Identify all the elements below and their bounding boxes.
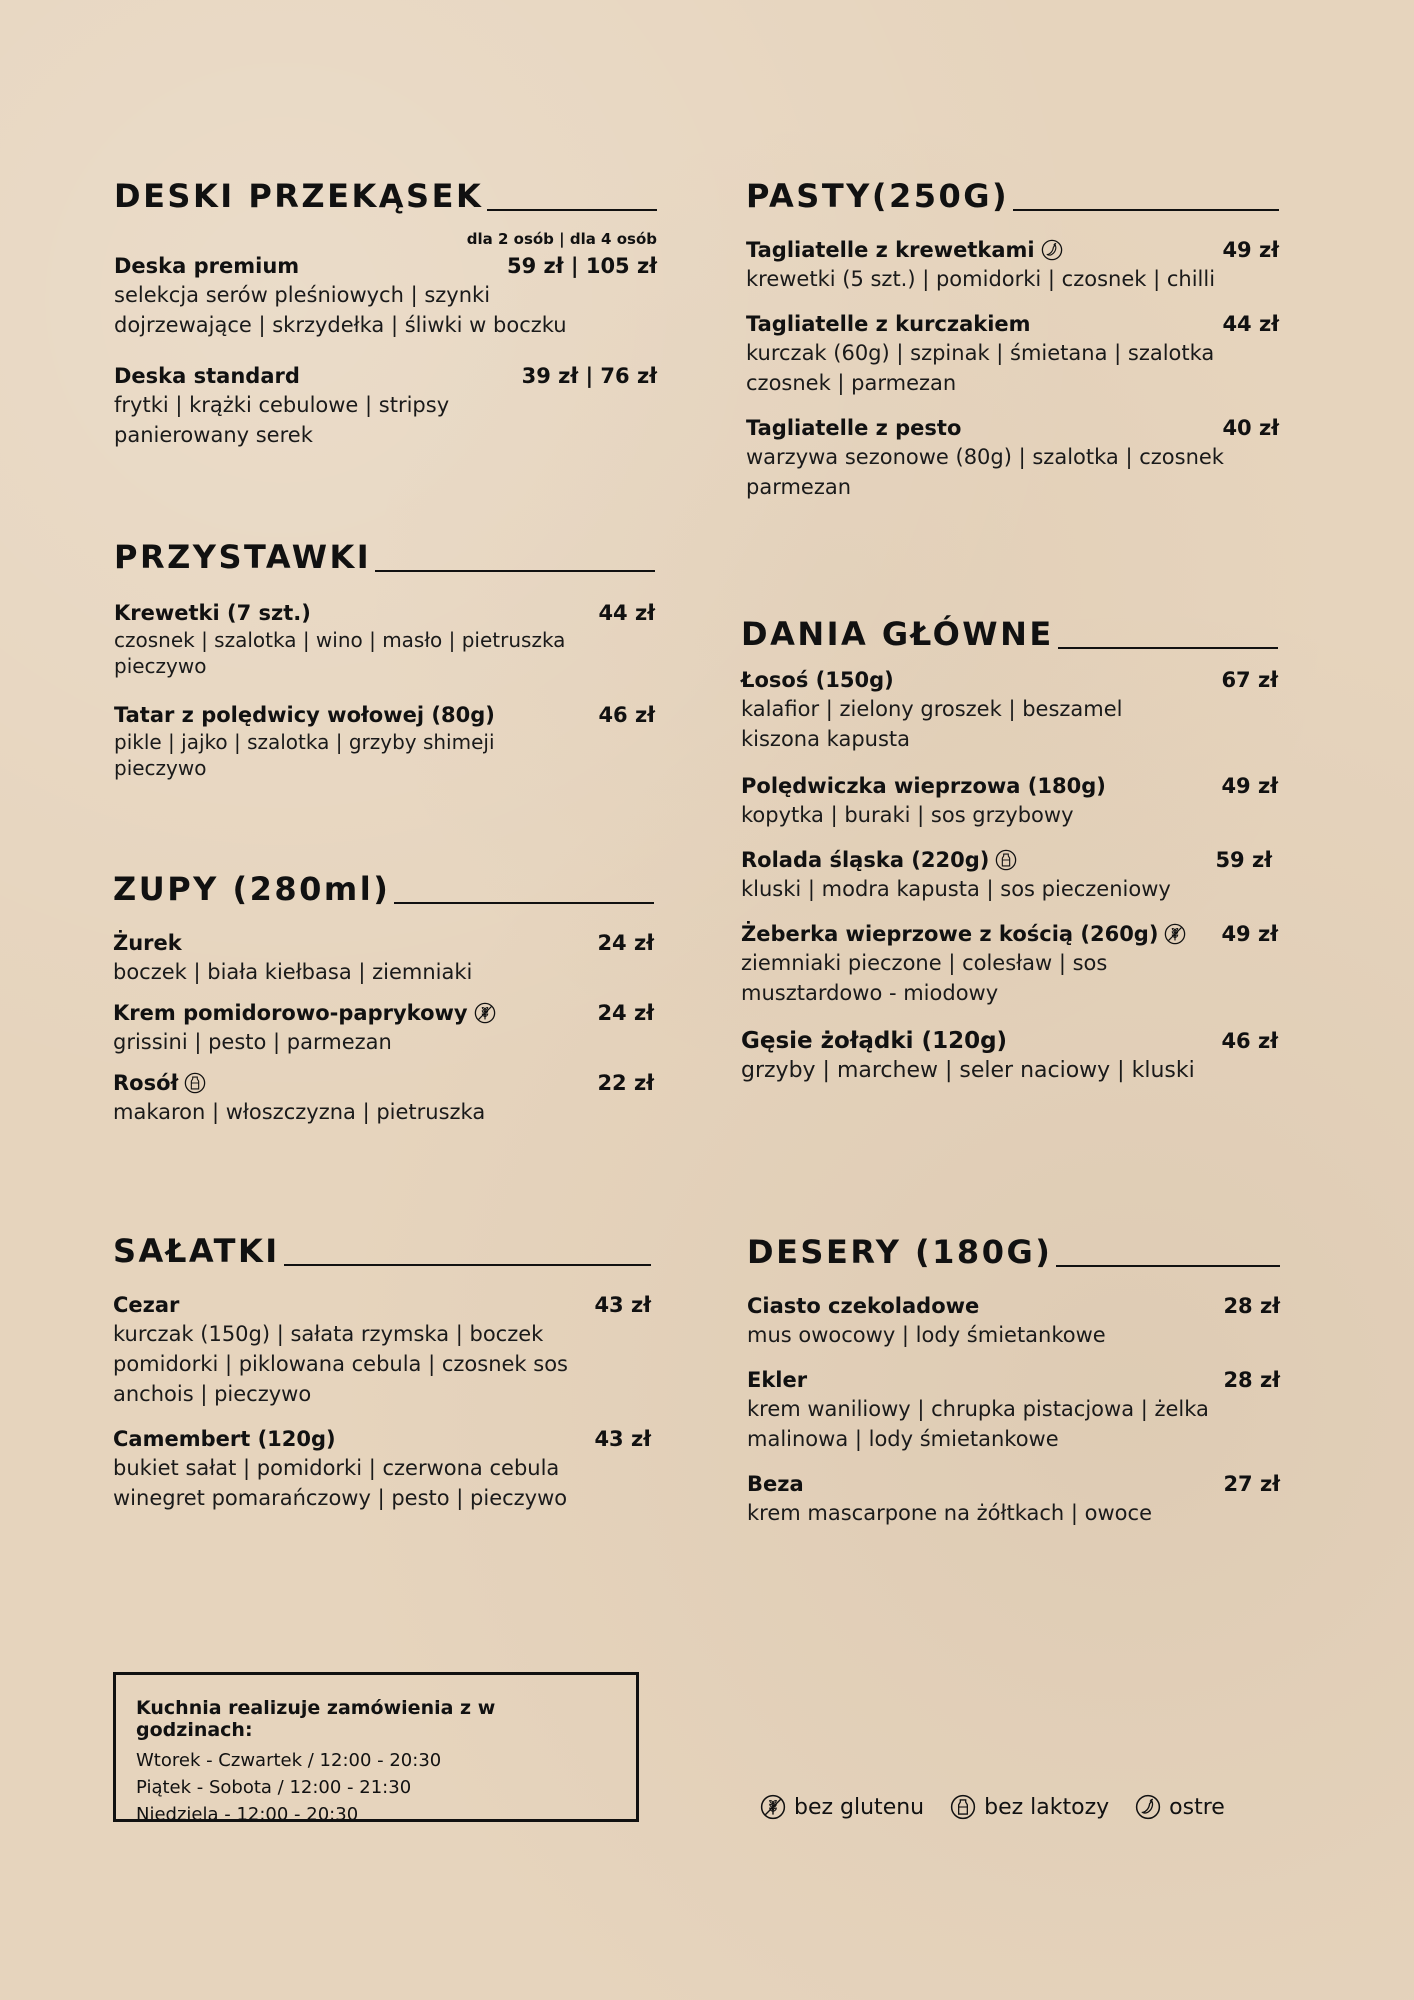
chili-icon — [1041, 239, 1063, 261]
menu-item — [114, 254, 657, 340]
menu-item — [113, 1293, 651, 1409]
item-price: 28 zł — [1223, 1368, 1280, 1392]
item-name: Polędwiczka wieprzowa (180g) — [741, 774, 1106, 798]
item-description: frytki | krążki cebulowe | stripsy panierowany serek — [114, 393, 450, 447]
kitchen-hours-line: Niedziela - 12:00 - 20:30 — [136, 1804, 359, 1825]
item-price: 59 zł — [1215, 848, 1272, 872]
section-desery — [747, 1233, 1280, 1528]
item-price: 43 zł — [594, 1427, 651, 1451]
section-zupy — [113, 870, 654, 1127]
item-name: Camembert (120g) — [113, 1427, 336, 1451]
item-name: Rolada śląska (220g) — [741, 848, 1017, 872]
menu-item — [113, 1427, 651, 1513]
item-description: kluski | modra kapusta | sos pieczeniowy — [741, 877, 1171, 901]
item-price: 39 zł | 76 zł — [521, 364, 657, 388]
item-description: czosnek | szalotka | wino | masło | pietruszka pieczywo — [114, 628, 566, 678]
legend-label: ostre — [1169, 1794, 1225, 1820]
legend-item-spicy — [1135, 1794, 1225, 1820]
kitchen-hours-box — [113, 1672, 639, 1825]
item-name: Żurek — [113, 931, 182, 955]
item-price: 44 zł — [1222, 312, 1279, 336]
item-price: 49 zł — [1221, 774, 1278, 798]
item-price: 27 zł — [1223, 1472, 1280, 1496]
item-price: 28 zł — [1223, 1294, 1280, 1318]
item-description: grissini | pesto | parmezan — [113, 1030, 392, 1054]
section-title: DANIA GŁÓWNE — [741, 618, 1278, 650]
legend-item-lactose — [950, 1794, 1109, 1820]
item-description: kalafior | zielony groszek | beszamel kiszona kapusta — [741, 697, 1123, 751]
item-name: Cezar — [113, 1293, 180, 1317]
section-pasty — [746, 177, 1279, 502]
item-description: kurczak (150g) | sałata rzymska | boczek pomidorki | piklowana cebula | czosnek sos anchois | pieczywo — [113, 1322, 568, 1406]
item-name: Krem pomidorowo-paprykowy — [113, 1001, 496, 1025]
section-title: PRZYSTAWKI — [114, 541, 655, 573]
lactose-free-icon — [995, 849, 1017, 871]
section-przystawki — [114, 538, 655, 781]
item-description: makaron | włoszczyzna | pietruszka — [113, 1100, 486, 1124]
item-price: 40 zł — [1222, 416, 1279, 440]
allergen-legend — [760, 1794, 1225, 1820]
item-name: Tagliatelle z pesto — [746, 416, 962, 440]
item-name: Ekler — [747, 1368, 808, 1392]
item-price: 44 zł — [598, 601, 655, 625]
menu-item — [114, 601, 655, 679]
item-description: pikle | jajko | szalotka | grzyby shimeji pieczywo — [114, 730, 495, 780]
item-price: 59 zł | 105 zł — [506, 254, 657, 278]
item-price: 22 zł — [597, 1071, 654, 1095]
gluten-free-icon — [760, 1794, 786, 1820]
item-name: Ciasto czekoladowe — [747, 1294, 980, 1318]
section-title: PASTY(250G) — [746, 180, 1279, 212]
legend-item-gluten — [760, 1794, 924, 1820]
item-description: krem waniliowy | chrupka pistacjowa | żelka malinowa | lody śmietankowe — [747, 1397, 1209, 1451]
item-name: Łosoś (150g) — [741, 668, 894, 692]
section-deski — [114, 177, 657, 450]
item-description: kopytka | buraki | sos grzybowy — [741, 803, 1074, 827]
item-name: Deska standard — [114, 364, 300, 388]
menu-item — [741, 774, 1278, 830]
menu-item — [747, 1368, 1280, 1454]
menu-item — [114, 703, 655, 781]
item-price: 46 zł — [598, 703, 655, 727]
item-name: Tagliatelle z kurczakiem — [746, 312, 1031, 336]
item-name: Tatar z polędwicy wołowej (80g) — [114, 703, 495, 727]
item-name: Deska premium — [114, 254, 300, 278]
section-title: DESKI PRZEKĄSEK — [114, 180, 657, 212]
item-price: 67 zł — [1221, 668, 1278, 692]
menu-item — [741, 1028, 1278, 1086]
legend-label: bez glutenu — [794, 1794, 925, 1820]
item-price: 46 zł — [1221, 1029, 1278, 1053]
menu-item — [741, 668, 1278, 754]
menu-item — [746, 312, 1279, 398]
chili-icon — [1135, 1794, 1161, 1820]
gluten-free-icon — [1164, 923, 1186, 945]
section-title: SAŁATKI — [113, 1235, 651, 1267]
menu-item — [747, 1472, 1280, 1528]
item-name: Tagliatelle z krewetkami — [746, 238, 1063, 262]
menu-item — [747, 1294, 1280, 1350]
section-title: ZUPY (280ml) — [113, 873, 654, 905]
item-description: kurczak (60g) | szpinak | śmietana | szalotka czosnek | parmezan — [746, 341, 1215, 395]
item-price: 49 zł — [1221, 922, 1278, 946]
section-salatki — [113, 1232, 651, 1513]
item-name: Gęsie żołądki (120g) — [741, 1028, 1008, 1054]
item-price: 43 zł — [594, 1293, 651, 1317]
kitchen-hours-line: Wtorek - Czwartek / 12:00 - 20:30 — [136, 1750, 442, 1771]
menu-item — [746, 416, 1279, 502]
section-title: DESERY (180G) — [747, 1236, 1280, 1268]
lactose-free-icon — [184, 1072, 206, 1094]
gluten-free-icon — [474, 1002, 496, 1024]
lactose-free-icon — [950, 1794, 976, 1820]
menu-item — [113, 1001, 654, 1057]
item-description: mus owocowy | lody śmietankowe — [747, 1323, 1106, 1347]
menu-item — [741, 922, 1278, 1008]
menu-item — [113, 931, 654, 987]
portion-subheading: dla 2 osób | dla 4 osób — [466, 230, 657, 248]
item-price: 24 zł — [597, 931, 654, 955]
item-description: boczek | biała kiełbasa | ziemniaki — [113, 960, 473, 984]
item-description: warzywa sezonowe (80g) | szalotka | czosnek parmezan — [746, 445, 1224, 499]
menu-item — [746, 238, 1279, 294]
item-name: Żeberka wieprzowe z kością (260g) — [741, 922, 1186, 946]
item-name: Krewetki (7 szt.) — [114, 601, 311, 625]
item-name: Rosół — [113, 1071, 206, 1095]
item-description: krewetki (5 szt.) | pomidorki | czosnek | chilli — [746, 267, 1216, 291]
legend-label: bez laktozy — [984, 1794, 1110, 1820]
kitchen-hours-line: Piątek - Sobota / 12:00 - 21:30 — [136, 1777, 412, 1798]
item-price: 24 zł — [597, 1001, 654, 1025]
item-description: grzyby | marchew | seler naciowy | kluski — [741, 1058, 1195, 1083]
menu-item — [114, 364, 657, 450]
item-name: Beza — [747, 1472, 804, 1496]
item-description: bukiet sałat | pomidorki | czerwona cebula winegret pomarańczowy | pesto | pieczywo — [113, 1456, 568, 1510]
item-description: selekcja serów pleśniowych | szynki dojrzewające | skrzydełka | śliwki w boczku — [114, 283, 567, 337]
kitchen-hours-title: Kuchnia realizuje zamówienia z w godzinach: — [136, 1697, 496, 1741]
menu-item — [741, 848, 1278, 904]
item-price: 49 zł — [1222, 238, 1279, 262]
menu-item — [113, 1071, 654, 1127]
item-description: krem mascarpone na żółtkach | owoce — [747, 1501, 1152, 1525]
item-description: ziemniaki pieczone | colesław | sos musztardowo - miodowy — [741, 951, 1108, 1005]
section-dania — [741, 615, 1278, 1086]
